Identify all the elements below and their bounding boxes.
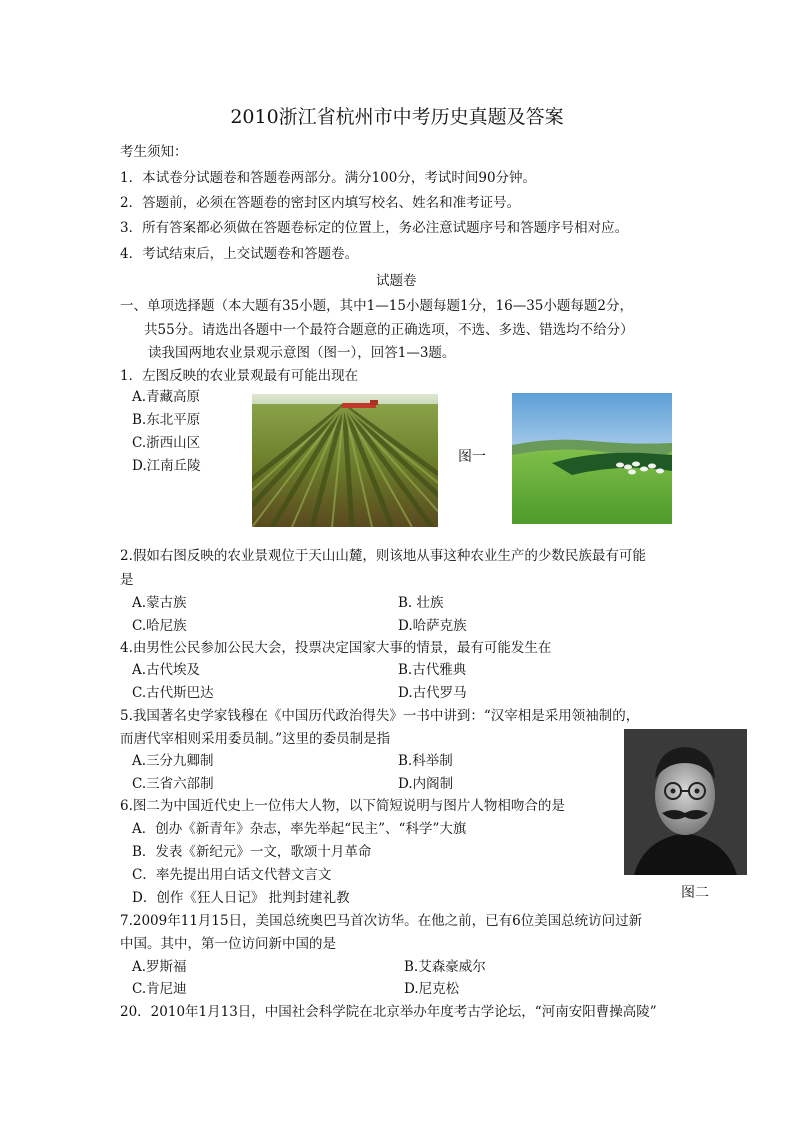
portrait-photo bbox=[624, 729, 747, 875]
part1-intro: 读我国两地农业景观示意图（图一），回答1—3题。 bbox=[148, 345, 456, 361]
q5-option: B.科举制 bbox=[398, 753, 453, 769]
q4-stem: 4.由男性公民参加公民大会，投票决定国家大事的情景，最有可能发生在 bbox=[120, 640, 552, 656]
q2-option: A.蒙古族 bbox=[132, 595, 187, 611]
q1-option: A.青藏高原 bbox=[132, 389, 201, 405]
q6-option: D．创作《狂人日记》 批判封建礼教 bbox=[132, 890, 350, 906]
q1-option: B.东北平原 bbox=[132, 412, 201, 428]
q4-option: A.古代埃及 bbox=[132, 662, 201, 678]
q4-option: B.古代雅典 bbox=[398, 662, 467, 678]
q5-option: C.三省六部制 bbox=[132, 776, 214, 792]
q1-stem: 1．左图反映的农业景观最有可能出现在 bbox=[120, 368, 359, 384]
q2-option: D.哈萨克族 bbox=[398, 618, 467, 634]
notice-item: 4．考试结束后，上交试题卷和答题卷。 bbox=[120, 246, 359, 262]
q20-stem: 20．2010年1月13日，中国社会科学院在北京举办年度考古学论坛，“河南安阳曹操高陵” bbox=[120, 1004, 657, 1020]
q4-option: C.古代斯巴达 bbox=[132, 685, 214, 701]
notice-item: 3．所有答案都必须做在答题卷标定的位置上，务必注意试题序号和答题序号相对应。 bbox=[120, 220, 629, 236]
q7-stem: 7.2009年11月15日，美国总统奥巴马首次访华。在他之前，已有6位美国总统访问过新 bbox=[120, 913, 643, 929]
q6-option: B．发表《新纪元》一文，歌颂十月革命 bbox=[132, 844, 372, 860]
q7-stem: 中国。其中，第一位访问新中国的是 bbox=[120, 936, 336, 952]
q1-option: C.浙西山区 bbox=[132, 435, 201, 451]
q7-option: D.尼克松 bbox=[404, 981, 460, 997]
q6-option: A．创办《新青年》杂志，率先举起“民主”、“科学”大旗 bbox=[132, 821, 467, 837]
q7-option: C.肯尼迪 bbox=[132, 981, 187, 997]
q6-option: C．率先提出用白话文代替文言文 bbox=[132, 867, 332, 883]
q4-option: D.古代罗马 bbox=[398, 685, 467, 701]
q2-stem: 2.假如右图反映的农业景观位于天山山麓，则该地从事这种农业生产的少数民族最有可能 bbox=[120, 548, 646, 564]
q5-option: D.内阁制 bbox=[398, 776, 454, 792]
q5-option: A.三分九卿制 bbox=[132, 753, 214, 769]
q1-option: D.江南丘陵 bbox=[132, 458, 201, 474]
q2-option: C.哈尼族 bbox=[132, 618, 187, 634]
q2-option: B. 壮族 bbox=[398, 595, 444, 611]
q5-stem: 而唐代宰相则采用委员制。”这里的委员制是指 bbox=[120, 731, 391, 747]
figure1-caption: 图一 bbox=[458, 449, 486, 465]
q6-stem: 6.图二为中国近代史上一位伟大人物，以下简短说明与图片人物相吻合的是 bbox=[120, 798, 565, 814]
q7-option: B.艾森豪威尔 bbox=[404, 959, 486, 975]
page-title: 2010浙江省杭州市中考历史真题及答案 bbox=[230, 106, 564, 128]
section-heading: 试题卷 bbox=[376, 273, 417, 289]
farmland-photo bbox=[252, 394, 438, 527]
notice-item: 2．答题前，必须在答题卷的密封区内填写校名、姓名和准考证号。 bbox=[120, 195, 521, 211]
q2-stem: 是 bbox=[120, 572, 134, 588]
q7-option: A.罗斯福 bbox=[132, 959, 187, 975]
figure2-caption: 图二 bbox=[681, 885, 709, 901]
part1-instructions: 共55分。请选出各题中一个最符合题意的正确选项，不选、多选、错选均不给分） bbox=[144, 322, 634, 338]
notice-item: 1．本试卷分试题卷和答题卷两部分。满分100分，考试时间90分钟。 bbox=[120, 170, 537, 186]
notice-heading: 考生须知： bbox=[120, 144, 188, 160]
part1-instructions: 一、单项选择题（本大题有35小题，其中1—15小题每题1分，16—35小题每题2分， bbox=[120, 298, 633, 314]
grassland-photo bbox=[512, 393, 672, 524]
q5-stem: 5.我国著名史学家钱穆在《中国历代政治得失》一书中讲到：“汉宰相是采用领袖制的， bbox=[120, 708, 640, 724]
